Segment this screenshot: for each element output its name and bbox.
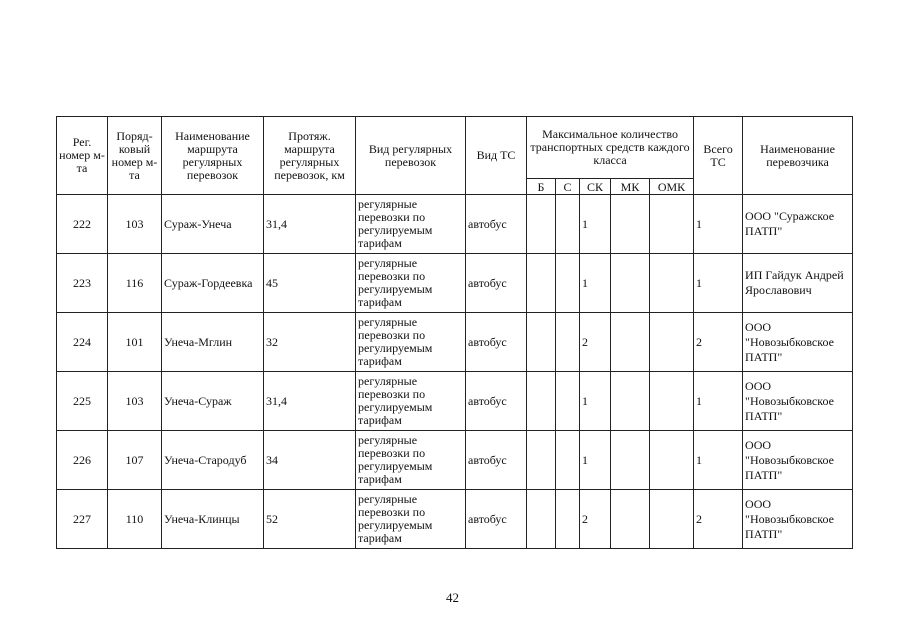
cell-total: 2	[694, 490, 743, 549]
cell-class-mk	[611, 490, 650, 549]
cell-carrier: ООО "Новозыбковское ПАТП"	[743, 490, 853, 549]
cell-total: 1	[694, 372, 743, 431]
cell-total: 1	[694, 195, 743, 254]
header-class-omk: ОМК	[650, 179, 694, 195]
cell-transport-kind: регулярные перевозки по регулируемым тарифам	[356, 313, 466, 372]
header-seq-number: Поряд-ковый номер м-та	[108, 117, 162, 195]
table-header	[57, 117, 853, 195]
cell-length: 45	[264, 254, 356, 313]
header-carrier: Наименование перевозчика	[743, 117, 853, 195]
cell-vehicle-type: автобус	[466, 313, 527, 372]
cell-class-omk	[650, 195, 694, 254]
cell-class-sk: 1	[580, 254, 611, 313]
cell-class-sk: 1	[580, 431, 611, 490]
cell-class-s	[556, 254, 580, 313]
header-class-sk: СК	[580, 179, 611, 195]
header-class-s: С	[556, 179, 580, 195]
cell-transport-kind: регулярные перевозки по регулируемым тарифам	[356, 195, 466, 254]
cell-class-omk	[650, 254, 694, 313]
cell-class-b	[527, 431, 556, 490]
cell-class-s	[556, 313, 580, 372]
cell-seq-number: 107	[108, 431, 162, 490]
cell-reg-number: 222	[57, 195, 108, 254]
cell-class-omk	[650, 372, 694, 431]
table-row	[57, 490, 853, 549]
table-row	[57, 313, 853, 372]
cell-length: 52	[264, 490, 356, 549]
page-number: 42	[446, 590, 459, 605]
cell-carrier: ООО "Суражское ПАТП"	[743, 195, 853, 254]
table-row	[57, 254, 853, 313]
cell-vehicle-type: автобус	[466, 195, 527, 254]
cell-class-s	[556, 490, 580, 549]
cell-route-name: Унеча-Стародуб	[162, 431, 264, 490]
cell-vehicle-type: автобус	[466, 254, 527, 313]
cell-reg-number: 227	[57, 490, 108, 549]
cell-reg-number: 224	[57, 313, 108, 372]
cell-vehicle-type: автобус	[466, 490, 527, 549]
cell-reg-number: 225	[57, 372, 108, 431]
header-length: Протяж. маршрута регулярных перевозок, км	[264, 117, 356, 195]
header-transport-kind: Вид регулярных перевозок	[356, 117, 466, 195]
cell-class-omk	[650, 431, 694, 490]
cell-class-mk	[611, 254, 650, 313]
cell-total: 1	[694, 254, 743, 313]
cell-seq-number: 103	[108, 372, 162, 431]
cell-route-name: Унеча-Мглин	[162, 313, 264, 372]
cell-transport-kind: регулярные перевозки по регулируемым тарифам	[356, 254, 466, 313]
cell-class-b	[527, 372, 556, 431]
cell-seq-number: 110	[108, 490, 162, 549]
header-class-b: Б	[527, 179, 556, 195]
cell-class-mk	[611, 372, 650, 431]
cell-class-b	[527, 313, 556, 372]
cell-class-b	[527, 490, 556, 549]
cell-class-s	[556, 195, 580, 254]
header-route-name: Наименование маршрута регулярных перевозок	[162, 117, 264, 195]
header-vehicle-type: Вид ТС	[466, 117, 527, 195]
cell-reg-number: 223	[57, 254, 108, 313]
cell-carrier: ООО "Новозыбковское ПАТП"	[743, 313, 853, 372]
cell-class-omk	[650, 313, 694, 372]
cell-class-mk	[611, 195, 650, 254]
cell-length: 31,4	[264, 195, 356, 254]
cell-class-b	[527, 254, 556, 313]
cell-length: 31,4	[264, 372, 356, 431]
header-class-mk: МК	[611, 179, 650, 195]
cell-reg-number: 226	[57, 431, 108, 490]
cell-length: 32	[264, 313, 356, 372]
cell-seq-number: 116	[108, 254, 162, 313]
cell-class-b	[527, 195, 556, 254]
cell-class-sk: 1	[580, 195, 611, 254]
cell-route-name: Унеча-Клинцы	[162, 490, 264, 549]
cell-transport-kind: регулярные перевозки по регулируемым тарифам	[356, 490, 466, 549]
cell-class-s	[556, 431, 580, 490]
cell-seq-number: 103	[108, 195, 162, 254]
cell-route-name: Сураж-Гордеевка	[162, 254, 264, 313]
cell-total: 2	[694, 313, 743, 372]
cell-class-s	[556, 372, 580, 431]
cell-transport-kind: регулярные перевозки по регулируемым тарифам	[356, 372, 466, 431]
cell-class-sk: 2	[580, 313, 611, 372]
cell-route-name: Унеча-Сураж	[162, 372, 264, 431]
cell-class-mk	[611, 313, 650, 372]
cell-class-sk: 2	[580, 490, 611, 549]
header-reg-number: Рег. номер м-та	[57, 117, 108, 195]
table-row	[57, 372, 853, 431]
cell-class-omk	[650, 490, 694, 549]
cell-route-name: Сураж-Унеча	[162, 195, 264, 254]
cell-length: 34	[264, 431, 356, 490]
cell-class-mk	[611, 431, 650, 490]
cell-total: 1	[694, 431, 743, 490]
header-max-vehicles: Максимальное количество транспортных средств каждого класса	[527, 117, 694, 179]
routes-table	[56, 116, 853, 549]
table-row	[57, 431, 853, 490]
header-total: Всего ТС	[694, 117, 743, 195]
cell-vehicle-type: автобус	[466, 431, 527, 490]
cell-transport-kind: регулярные перевозки по регулируемым тарифам	[356, 431, 466, 490]
cell-class-sk: 1	[580, 372, 611, 431]
cell-vehicle-type: автобус	[466, 372, 527, 431]
cell-carrier: ООО "Новозыбковское ПАТП"	[743, 431, 853, 490]
table-row	[57, 195, 853, 254]
cell-carrier: ООО "Новозыбковское ПАТП"	[743, 372, 853, 431]
cell-carrier: ИП Гайдук Андрей Ярославович	[743, 254, 853, 313]
table-body	[57, 195, 853, 549]
cell-seq-number: 101	[108, 313, 162, 372]
